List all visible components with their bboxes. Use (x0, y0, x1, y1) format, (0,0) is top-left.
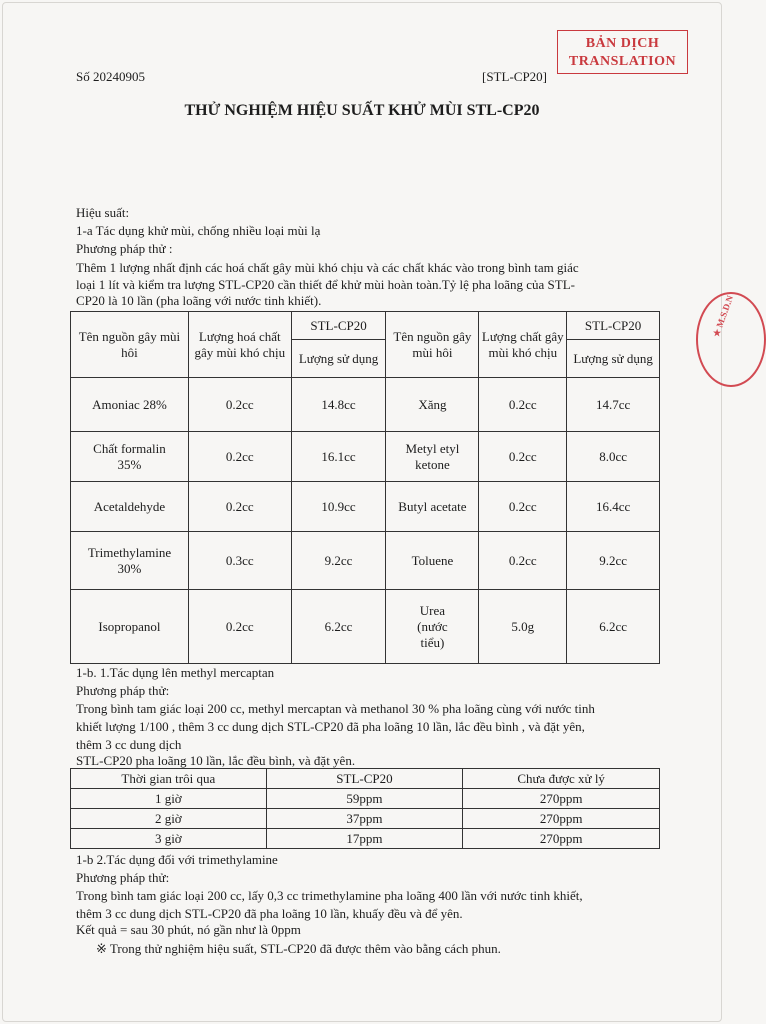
header-untreated: Chưa được xử lý (463, 769, 660, 789)
table-row (71, 590, 660, 664)
cell-untreated: 270ppm (463, 789, 660, 809)
cell-amount-2: 0.2cc (479, 532, 567, 590)
section3-line2: thêm 3 cc dung dịch STL-CP20 đã pha loãng 10 lần, khuấy đều và để yên. (76, 906, 463, 921)
section1-heading: Hiệu suất: (76, 205, 130, 220)
section2-method-label: Phương pháp thử: (76, 683, 170, 698)
section3-result: Kết quả = sau 30 phút, nó gần như là 0ppm (76, 922, 301, 937)
seal-text: ★ M.S.D.N (710, 294, 736, 339)
section2-line4: STL-CP20 pha loãng 10 lần, lắc đều bình, và đặt yên. (76, 753, 356, 768)
cell-time: 1 giờ (71, 789, 267, 809)
stamp-line2: TRANSLATION (568, 54, 677, 69)
table-row (71, 809, 660, 829)
section1-subheading: 1-a Tác dụng khử mùi, chống nhiều loại mùi lạ (76, 223, 321, 238)
cell-used-2: 16.4cc (567, 482, 660, 532)
odor-test-table (70, 311, 660, 664)
cell-amount: 0.2cc (188, 432, 291, 482)
document-number: Số 20240905 (76, 69, 145, 84)
translation-stamp (557, 30, 688, 74)
section2-line3: thêm 3 cc dung dịch (76, 737, 182, 752)
cell-product: 59ppm (266, 789, 463, 809)
cell-amount-2: 0.2cc (479, 482, 567, 532)
cell-used: 14.8cc (291, 378, 386, 432)
header-amount: Lượng hoá chất gây mùi khó chịu (188, 312, 291, 378)
cell-source-2: Xăng (386, 378, 479, 432)
section1-method-line2: loại 1 lít và kiểm tra lượng STL-CP20 cần thiết để khử mùi hoàn toàn.Tỷ lệ pha loãng của STL- (76, 277, 575, 292)
header-product: STL-CP20 (291, 312, 386, 340)
header-product: STL-CP20 (266, 769, 463, 789)
header-product-2: STL-CP20 (567, 312, 660, 340)
table-row (71, 432, 660, 482)
section2-line2: khiết lượng 1/100 , thêm 3 cc dung dịch STL-CP20 đã pha loãng 10 lần, lắc đều bình , và đặt yên, (76, 719, 585, 734)
cell-amount-2: 5.0g (479, 590, 567, 664)
footnote: ※ Trong thử nghiệm hiệu suất, STL-CP20 đã được thêm vào bằng cách phun. (96, 941, 501, 956)
section3-line1: Trong bình tam giác loại 200 cc, lấy 0,3 cc trimethylamine pha loãng 400 lần với nước tinh khiết, (76, 888, 583, 903)
cell-used: 6.2cc (291, 590, 386, 664)
cell-amount: 0.2cc (188, 482, 291, 532)
cell-used-2: 8.0cc (567, 432, 660, 482)
cell-time: 2 giờ (71, 809, 267, 829)
cell-source-2: Butyl acetate (386, 482, 479, 532)
cell-source: Acetaldehyde (71, 482, 189, 532)
cell-used-2: 9.2cc (567, 532, 660, 590)
section2-heading: 1-b. 1.Tác dụng lên methyl mercaptan (76, 665, 275, 680)
cell-amount-2: 0.2cc (479, 432, 567, 482)
cell-source-2: Toluene (386, 532, 479, 590)
cell-time: 3 giờ (71, 829, 267, 849)
page-title: THỬ NGHIỆM HIỆU SUẤT KHỬ MÙI STL-CP20 (184, 102, 540, 119)
cell-untreated: 270ppm (463, 809, 660, 829)
section1-method-line1: Thêm 1 lượng nhất định các hoá chất gây mùi khó chịu và các chất khác vào trong bình tam giác (76, 260, 579, 275)
table-row (71, 829, 660, 849)
header-time: Thời gian trôi qua (71, 769, 267, 789)
table-row (71, 482, 660, 532)
header-used-2: Lượng sử dụng (567, 340, 660, 378)
header-used: Lượng sử dụng (291, 340, 386, 378)
cell-amount: 0.2cc (188, 590, 291, 664)
section3-method-label: Phương pháp thử: (76, 870, 170, 885)
table-row (71, 789, 660, 809)
document-reference: [STL-CP20] (482, 69, 547, 84)
cell-source: Chất formalin 35% (71, 432, 189, 482)
table-row (71, 532, 660, 590)
cell-product: 17ppm (266, 829, 463, 849)
cell-amount: 0.3cc (188, 532, 291, 590)
cell-used-2: 6.2cc (567, 590, 660, 664)
cell-source: Trimethylamine 30% (71, 532, 189, 590)
cell-untreated: 270ppm (463, 829, 660, 849)
cell-amount-2: 0.2cc (479, 378, 567, 432)
cell-source-2: Metyl etyl ketone (386, 432, 479, 482)
cell-source-2: Urea (nước tiểu) (386, 590, 479, 664)
company-seal (696, 292, 766, 387)
cell-used: 10.9cc (291, 482, 386, 532)
stamp-line1: BẢN DỊCH (585, 36, 660, 51)
table-row (71, 378, 660, 432)
section3-heading: 1-b 2.Tác dụng đối với trimethylamine (76, 852, 278, 867)
section2-line1: Trong bình tam giác loại 200 cc, methyl mercaptan và methanol 30 % pha loãng cùng với nước tinh (76, 701, 595, 716)
header-amount-2: Lượng chất gây mùi khó chịu (479, 312, 567, 378)
mercaptan-results-table (70, 768, 660, 849)
cell-used-2: 14.7cc (567, 378, 660, 432)
header-source-2: Tên nguồn gây mùi hôi (386, 312, 479, 378)
cell-product: 37ppm (266, 809, 463, 829)
cell-used: 16.1cc (291, 432, 386, 482)
cell-amount: 0.2cc (188, 378, 291, 432)
cell-source: Amoniac 28% (71, 378, 189, 432)
cell-source: Isopropanol (71, 590, 189, 664)
section1-method-label: Phương pháp thử : (76, 241, 173, 256)
cell-used: 9.2cc (291, 532, 386, 590)
header-source: Tên nguồn gây mùi hôi (71, 312, 189, 378)
section1-method-line3: CP20 là 10 lần (pha loãng với nước tinh khiết). (76, 293, 322, 308)
